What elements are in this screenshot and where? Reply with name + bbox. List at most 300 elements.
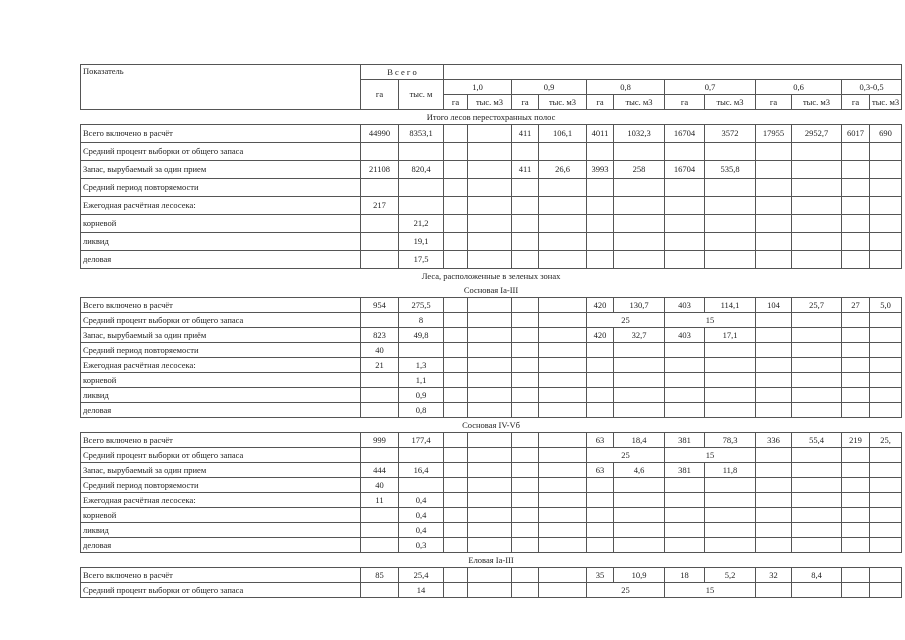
table-cell [792,448,842,463]
table-cell [870,493,902,508]
forest-allowable-cut-table [80,64,902,598]
table-cell [842,313,870,328]
table-row [81,508,902,523]
table-row [81,448,902,463]
header-density: 0,9 [512,80,587,95]
table-cell [792,343,842,358]
table-cell [361,523,399,538]
table-cell [587,233,614,251]
forest-table-sheet [80,64,902,598]
table-cell [705,358,756,373]
table-cell [361,538,399,553]
section-title-row [81,110,902,125]
subheader-ha: га [512,95,539,110]
table-cell [444,538,468,553]
row-label: Запас, вырубаемый за один приём [81,328,361,343]
table-cell [539,538,587,553]
table-cell: 823 [361,328,399,343]
table-cell: 8 [399,313,444,328]
section-title-row [81,553,902,568]
table-row [81,358,902,373]
table-cell [539,403,587,418]
table-cell [444,523,468,538]
table-cell [587,197,614,215]
table-cell: 26,6 [539,161,587,179]
table-row [81,161,902,179]
table-cell [842,373,870,388]
table-cell [870,478,902,493]
table-cell [870,568,902,583]
table-cell: 106,1 [539,125,587,143]
table-cell [444,143,468,161]
table-row [81,233,902,251]
table-cell [361,143,399,161]
table-cell [587,538,614,553]
table-cell: 8353,1 [399,125,444,143]
table-cell: 25,7 [792,298,842,313]
table-cell [512,215,539,233]
table-cell [756,328,792,343]
table-cell [539,388,587,403]
table-cell [756,233,792,251]
table-cell [587,358,614,373]
table-cell [842,143,870,161]
table-cell [539,463,587,478]
table-cell [468,523,512,538]
table-cell: 0,8 [399,403,444,418]
table-cell [792,388,842,403]
subheader-volume: тыс. м3 [792,95,842,110]
table-cell [587,523,614,538]
table-cell [468,215,512,233]
table-cell [756,215,792,233]
merged-percent-cell: 25 [587,313,665,328]
table-cell: 954 [361,298,399,313]
table-cell [665,508,705,523]
table-cell: 85 [361,568,399,583]
table-cell: 258 [614,161,665,179]
table-cell: 820,4 [399,161,444,179]
table-cell [665,233,705,251]
table-cell [705,493,756,508]
table-cell [792,179,842,197]
table-cell: 44990 [361,125,399,143]
table-cell: 11 [361,493,399,508]
table-row [81,493,902,508]
row-label: Средний процент выборки от общего запаса [81,313,361,328]
table-cell: 0,3 [399,538,444,553]
table-cell [468,493,512,508]
table-cell: 16704 [665,125,705,143]
table-cell [361,313,399,328]
table-cell [444,179,468,197]
row-label: Ежегодная расчётная лесосека: [81,197,361,215]
table-cell [792,233,842,251]
table-cell [842,197,870,215]
row-label: Ежегодная расчётная лесосека: [81,493,361,508]
table-cell [705,197,756,215]
table-cell [444,403,468,418]
table-cell [468,433,512,448]
table-cell: 403 [665,328,705,343]
table-cell: 336 [756,433,792,448]
table-cell [444,343,468,358]
table-cell [870,233,902,251]
table-cell [361,448,399,463]
table-cell: 177,4 [399,433,444,448]
table-cell: 411 [512,161,539,179]
table-cell: 40 [361,343,399,358]
table-cell [870,508,902,523]
table-cell [870,328,902,343]
table-cell: 2952,7 [792,125,842,143]
table-cell: 49,8 [399,328,444,343]
table-cell [587,373,614,388]
section-title: Еловая Iа-III [81,553,902,568]
table-body [81,110,902,598]
subheader-ha: га [665,95,705,110]
table-cell [587,251,614,269]
header-total-volume: тыс. м [399,80,444,110]
table-cell [587,478,614,493]
row-label: корневой [81,508,361,523]
table-cell: 6017 [842,125,870,143]
table-row [81,179,902,197]
table-cell [468,179,512,197]
table-cell [539,143,587,161]
table-cell: 55,4 [792,433,842,448]
table-row [81,143,902,161]
table-cell [468,313,512,328]
header-density: 0,3-0,5 [842,80,902,95]
table-cell: 3993 [587,161,614,179]
row-label: Запас, вырубаемый за один прием [81,463,361,478]
row-label: Всего включено в расчёт [81,568,361,583]
table-cell [468,568,512,583]
table-cell [614,215,665,233]
table-cell [870,463,902,478]
table-cell [512,568,539,583]
table-cell [587,143,614,161]
table-cell [539,568,587,583]
section-title: Сосновая IV-Vб [81,418,902,433]
table-cell [587,215,614,233]
table-cell [870,179,902,197]
table-cell: 0,9 [399,388,444,403]
table-cell [756,388,792,403]
table-cell [614,358,665,373]
table-cell [512,403,539,418]
table-cell [539,251,587,269]
table-cell [792,313,842,328]
table-cell [842,478,870,493]
section-title: Итого лесов перестохранных полос [81,110,902,125]
table-cell [468,161,512,179]
table-cell [614,523,665,538]
table-cell [792,143,842,161]
subheader-ha: га [756,95,792,110]
table-cell [539,328,587,343]
table-cell [512,328,539,343]
table-cell [665,523,705,538]
table-cell [842,328,870,343]
table-cell [756,373,792,388]
table-cell [444,161,468,179]
table-cell [539,493,587,508]
table-row [81,125,902,143]
table-row [81,388,902,403]
row-label: Всего включено в расчёт [81,433,361,448]
table-cell: 4011 [587,125,614,143]
table-row [81,403,902,418]
table-cell [539,523,587,538]
table-cell [512,508,539,523]
table-cell: 78,3 [705,433,756,448]
table-cell [842,583,870,598]
table-cell [792,508,842,523]
table-cell: 0,4 [399,523,444,538]
table-cell [512,143,539,161]
table-cell [756,478,792,493]
table-cell [468,328,512,343]
table-cell [468,538,512,553]
table-cell [614,388,665,403]
table-cell [512,523,539,538]
table-cell: 1,3 [399,358,444,373]
table-cell [792,538,842,553]
table-cell [614,251,665,269]
table-cell [399,478,444,493]
section-title: Леса, расположенные в зеленых зонах [81,269,902,284]
row-label: деловая [81,251,361,269]
table-cell: 8,4 [792,568,842,583]
merged-percent-cell: 25 [587,583,665,598]
table-cell [468,403,512,418]
table-cell [512,251,539,269]
table-cell [587,493,614,508]
subheader-ha: га [444,95,468,110]
table-cell: 21 [361,358,399,373]
table-cell [539,478,587,493]
table-cell [842,343,870,358]
table-cell [361,388,399,403]
table-cell [665,403,705,418]
table-cell [705,403,756,418]
table-cell: 19,1 [399,233,444,251]
row-label: корневой [81,215,361,233]
table-cell: 403 [665,298,705,313]
table-cell: 16,4 [399,463,444,478]
section-title: Сосновая Iа-III [81,283,902,298]
table-cell [792,161,842,179]
table-cell [512,448,539,463]
table-cell [468,343,512,358]
table-cell [792,215,842,233]
table-cell [468,478,512,493]
table-cell [539,197,587,215]
table-cell [756,197,792,215]
table-cell [705,388,756,403]
table-cell [842,523,870,538]
header-total-ha: га [361,80,399,110]
table-cell [842,568,870,583]
table-cell [614,233,665,251]
table-cell [587,508,614,523]
table-cell [792,493,842,508]
table-cell [792,523,842,538]
row-label: Средний процент выборки от общего запаса [81,143,361,161]
header-total: В с е г о [361,65,444,80]
table-cell [512,233,539,251]
table-cell [870,448,902,463]
header-indicator: Показатель [81,65,361,110]
table-cell: 35 [587,568,614,583]
table-cell: 4,6 [614,463,665,478]
row-label: ликвид [81,388,361,403]
row-label: Всего включено в расчёт [81,125,361,143]
header-density: 0,6 [756,80,842,95]
table-cell [756,251,792,269]
table-cell [587,388,614,403]
table-cell [792,463,842,478]
table-cell: 25,4 [399,568,444,583]
row-label: Средний период повторяемости [81,478,361,493]
table-cell [792,251,842,269]
merged-percent-cell: 15 [665,583,756,598]
table-row [81,478,902,493]
table-cell [665,143,705,161]
table-cell [468,373,512,388]
table-cell: 32 [756,568,792,583]
table-cell [870,373,902,388]
table-cell [539,508,587,523]
table-cell [512,463,539,478]
table-cell: 14 [399,583,444,598]
table-cell [444,568,468,583]
table-cell [444,251,468,269]
table-cell [444,448,468,463]
table-cell [614,343,665,358]
table-cell [756,343,792,358]
table-cell: 17955 [756,125,792,143]
table-cell [842,161,870,179]
table-cell [444,373,468,388]
table-cell [705,478,756,493]
table-cell [705,373,756,388]
table-cell [614,538,665,553]
table-cell: 444 [361,463,399,478]
table-cell [539,433,587,448]
row-label: ликвид [81,233,361,251]
table-cell [792,478,842,493]
table-cell [444,298,468,313]
table-cell [444,493,468,508]
table-cell [870,523,902,538]
table-cell [468,448,512,463]
table-cell [468,143,512,161]
table-cell [468,233,512,251]
table-cell [870,215,902,233]
table-cell [468,298,512,313]
subheader-volume: тыс. м3 [468,95,512,110]
table-cell [512,433,539,448]
table-cell [444,313,468,328]
table-cell [512,197,539,215]
row-label: корневой [81,373,361,388]
table-cell [468,388,512,403]
table-cell [444,215,468,233]
table-cell [468,125,512,143]
table-cell [665,215,705,233]
table-cell [756,143,792,161]
table-cell [665,358,705,373]
table-cell: 32,7 [614,328,665,343]
table-cell [539,583,587,598]
table-cell: 5,2 [705,568,756,583]
table-row [81,523,902,538]
table-cell: 63 [587,463,614,478]
table-cell [842,179,870,197]
row-label: Средний процент выборки от общего запаса [81,583,361,598]
table-cell: 219 [842,433,870,448]
merged-percent-cell: 15 [665,313,756,328]
table-cell [444,478,468,493]
subheader-volume: тыс. м3 [870,95,902,110]
table-cell: 17,1 [705,328,756,343]
table-cell [539,373,587,388]
table-cell [842,388,870,403]
subheader-volume: тыс. м3 [614,95,665,110]
table-cell [614,373,665,388]
table-cell [444,433,468,448]
table-row [81,343,902,358]
table-cell [705,251,756,269]
subheader-volume: тыс. м3 [539,95,587,110]
table-cell [361,233,399,251]
table-cell [665,373,705,388]
table-cell [792,328,842,343]
table-cell [756,448,792,463]
table-cell [665,251,705,269]
table-cell [756,358,792,373]
table-cell: 130,7 [614,298,665,313]
row-label: Средний процент выборки от общего запаса [81,448,361,463]
table-cell [512,538,539,553]
table-cell [614,478,665,493]
row-label: ликвид [81,523,361,538]
table-cell [665,493,705,508]
table-cell [361,508,399,523]
table-cell [361,179,399,197]
table-cell: 11,8 [705,463,756,478]
table-cell: 63 [587,433,614,448]
section-title-row [81,418,902,433]
table-cell [842,233,870,251]
table-cell [614,508,665,523]
subheader-ha: га [842,95,870,110]
table-cell [842,538,870,553]
table-cell: 21108 [361,161,399,179]
table-cell [792,358,842,373]
table-cell: 18,4 [614,433,665,448]
table-cell [444,125,468,143]
table-cell: 411 [512,125,539,143]
table-cell [705,233,756,251]
table-cell [614,403,665,418]
table-cell [361,583,399,598]
table-cell [539,233,587,251]
row-label: Средний период повторяемости [81,343,361,358]
